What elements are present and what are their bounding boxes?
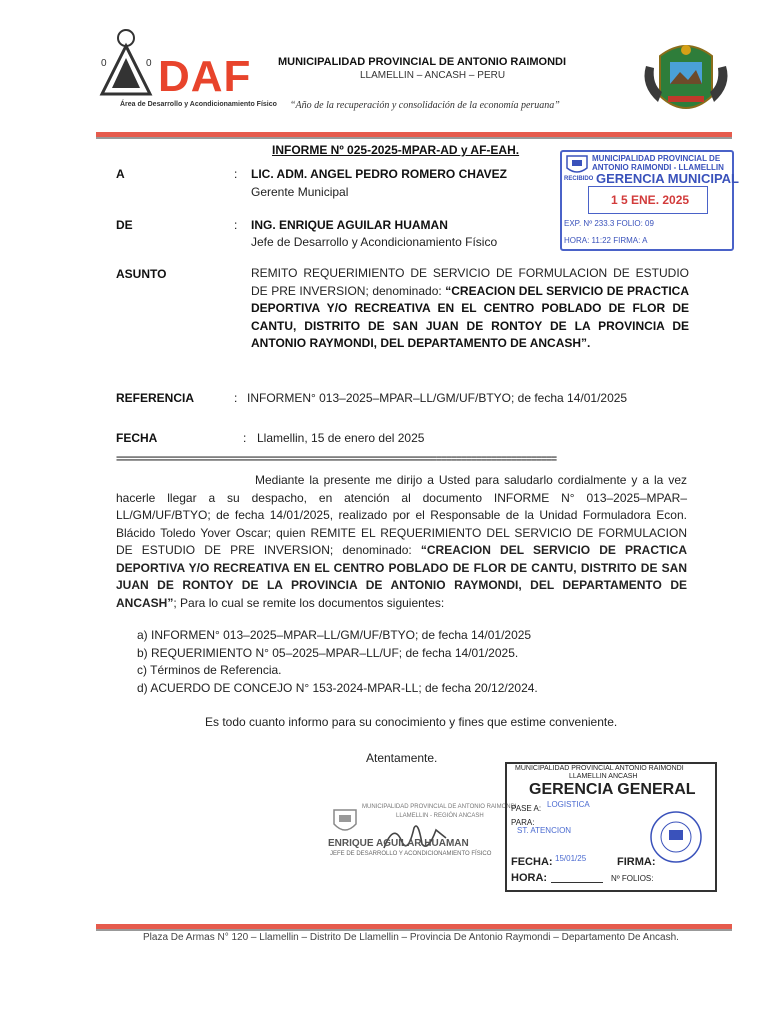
stamp-hora-row: HORA: 11:22 FIRMA: A [564, 236, 648, 245]
from-role: Jefe de Desarrollo y Acondicionamiento Físico [251, 235, 498, 249]
stamp-exp-row: EXP. Nº 233.3 FOLIO: 09 [564, 219, 654, 228]
municipal-seal-icon [640, 36, 732, 120]
municipality-location: LLAMELLIN – ANCASH – PERU [360, 70, 506, 81]
stamp-seal-icon [565, 154, 589, 176]
report-title: INFORME Nº 025-2025-MPAR-AD y AF-EAH. [272, 143, 520, 157]
list-item: d) ACUERDO DE CONCEJO N° 153-2024-MPAR-LL; de fecha 20/12/2024. [137, 680, 538, 695]
stamp-received-label: RECIBIDO [564, 176, 594, 182]
body-part2: ; Para lo cual se remite los documentos siguientes: [173, 595, 445, 610]
to-role: Gerente Municipal [251, 185, 349, 199]
to-label: A [116, 167, 125, 181]
subject-bold: “CREACION DEL SERVICIO DE PRACTICA DEPORTIVA Y/O RECREATIVA EN EL CENTRO POBLADO DE FLOR DE CANTU, DISTRITO DE SAN JUAN DE RONTOY DE LA PROVINCIA DE ANTONIO RAYMONDI, DEL DEPARTAMENTO DE ANCASH”. [251, 283, 689, 350]
reference-label: REFERENCIA [116, 391, 195, 405]
signature-seal-icon [330, 806, 360, 836]
stamp2-pase-label: PASE A: [511, 804, 542, 813]
svg-text:0: 0 [101, 58, 107, 69]
date-colon: : [243, 431, 247, 445]
from-label: DE [116, 218, 133, 232]
stamp-line3: GERENCIA MUNICIPAL [596, 171, 739, 186]
stamp2-fecha-label: FECHA: [511, 856, 553, 868]
stamp2-fecha-value: 15/01/25 [555, 854, 587, 863]
stamp2-line3: GERENCIA GENERAL [529, 781, 696, 798]
stamp2-para-value: ST. ATENCION [517, 826, 572, 835]
footer-address: Plaza De Armas N° 120 – Llamellin – Distrito De Llamellin – Provincia De Antonio Raymondi – Departamento De Ancash. [143, 932, 679, 943]
general-management-stamp [505, 762, 717, 892]
regards-text: Atentamente. [366, 751, 438, 765]
stamp2-line2: LLAMELLIN ANCASH [569, 773, 638, 780]
body-part1: Mediante la presente me dirijo a Usted para saludarlo cordialmente y a la vez hacerle llegar a su despacho, en atención al documento INFORME N° 013–2025–MPAR–LL/GM/UF/BTYO; de fecha 14/01/2025, realizado por el Responsable de la Unidad Formuladora Econ. Blácido Toledo Yover Oscar; quien REMITE EL REQUERIMIENTO DEL SERVICIO DE FORMULACION DE ESTUDIO DE PRE INVERSION; denominado: [116, 473, 687, 557]
signature-role: JEFE DE DESARROLLO Y ACONDICIONAMIENTO FÍSICO [330, 851, 492, 857]
from-name: ING. ENRIQUE AGUILAR HUAMAN [251, 218, 448, 232]
to-colon: : [234, 167, 238, 181]
stamp-line2: ANTONIO RAIMONDI - LLAMELLIN [592, 163, 724, 172]
subject-plain: REMITO REQUERIMIENTO DE SERVICIO DE FORMULACION DE ESTUDIO DE PRE INVERSION; denominado: [251, 266, 689, 298]
stamp2-hora-label: HORA: [511, 872, 548, 884]
stamp2-firma-label: FIRMA: [617, 856, 656, 868]
from-colon: : [234, 218, 238, 232]
header-rule-thin [96, 137, 732, 139]
separator-line: ======================================================================================== [116, 455, 557, 465]
stamp-date-box [588, 186, 708, 214]
stamp-date: 1 5 ENE. 2025 [611, 193, 690, 207]
stamp2-para-label: PARA: [511, 818, 535, 827]
body-bold: “CREACION DEL SERVICIO DE PRACTICA DEPORTIVA Y/O RECREATIVA EN EL CENTRO POBLADO DE FLOR DE CANTU, DISTRITO DE SAN JUAN DE RONTOY DE LA PROVINCIA DE ANTONIO RAYMONDI, DEL DEPARTAMENTO DE ANCASH” [116, 543, 688, 610]
year-motto: “Año de la recuperación y consolidación de la economía peruana” [290, 100, 560, 111]
signature-stamp-line1: MUNICIPALIDAD PROVINCIAL DE ANTONIO RAIMONDI [362, 804, 517, 810]
received-stamp [560, 150, 739, 251]
stamp-line1: MUNICIPALIDAD PROVINCIAL DE [592, 154, 721, 163]
date-value: Llamellin, 15 de enero del 2025 [257, 431, 425, 445]
stamp2-hora-line [551, 882, 603, 883]
logo-text: DAF [158, 52, 252, 101]
signature-stamp-line2: LLAMELLIN - REGIÓN ANCASH [396, 813, 484, 819]
footer-rule-thin [96, 929, 732, 931]
stamp2-line1: MUNICIPALIDAD PROVINCIAL ANTONIO RAIMONDI [515, 765, 684, 772]
signature-name: ENRIQUE AGUILAR HUAMAN [328, 838, 469, 849]
list-item: a) INFORMEN° 013–2025–MPAR–LL/GM/UF/BTYO; de fecha 14/01/2025 [137, 628, 532, 642]
to-name: LIC. ADM. ANGEL PEDRO ROMERO CHAVEZ [251, 167, 508, 181]
subject-label: ASUNTO [116, 267, 167, 281]
date-label: FECHA [116, 431, 158, 445]
round-seal-icon [647, 810, 705, 864]
reference-colon: : [234, 391, 238, 405]
document-list [137, 627, 538, 697]
subject-text [251, 265, 689, 353]
svg-text:0: 0 [146, 58, 152, 69]
closing-text: Es todo cuanto informo para su conocimiento y fines que estime conveniente. [205, 715, 618, 729]
municipality-title: MUNICIPALIDAD PROVINCIAL DE ANTONIO RAIMONDI [278, 56, 567, 68]
stamp2-folios-label: Nº FOLIOS: [611, 874, 654, 883]
list-item: c) Términos de Referencia. [137, 663, 282, 677]
reference-value: INFORMEN° 013–2025–MPAR–LL/GM/UF/BTYO; de fecha 14/01/2025 [247, 391, 628, 405]
logo-subtitle: Área de Desarrollo y Acondicionamiento Físico [120, 101, 277, 108]
stamp2-pase-value: LOGISTICA [547, 800, 590, 809]
body-paragraph [116, 472, 687, 612]
list-item: b) REQUERIMIENTO N° 05–2025–MPAR–LL/UF; de fecha 14/01/2025. [137, 645, 519, 660]
